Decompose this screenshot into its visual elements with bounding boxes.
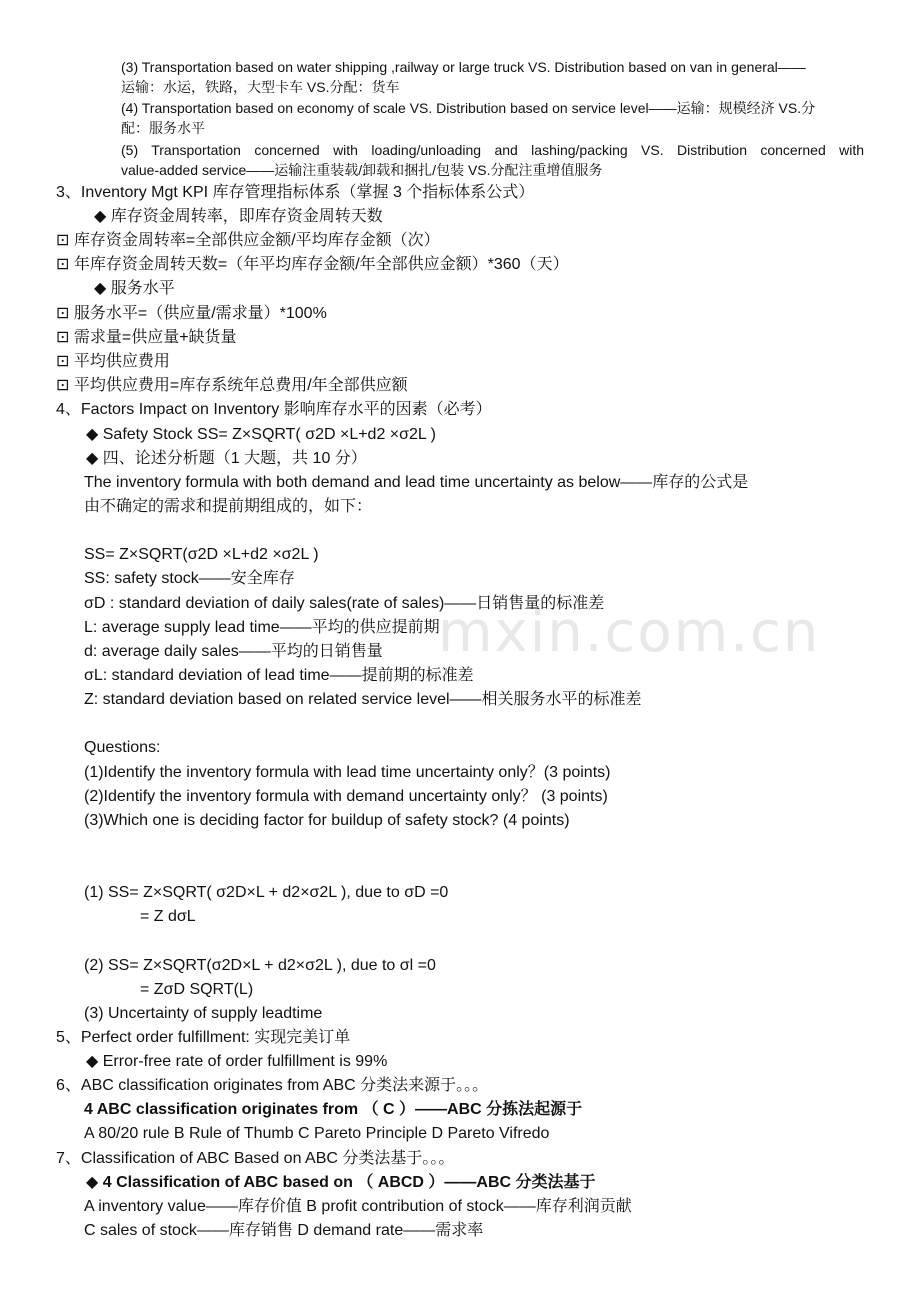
text-line: (3) Transportation based on water shipping ,railway or large truck VS. Distribution based on van in general—— xyxy=(121,59,806,75)
text-line: 4 ABC classification originates from （ C ）——ABC 分拣法起源于 xyxy=(84,1101,583,1118)
text-line: ◆ Error-free rate of order fulfillment is 99% xyxy=(86,1053,388,1070)
text-line: = Z dσL xyxy=(140,908,196,925)
text-line: d: average daily sales——平均的日销售量 xyxy=(84,643,383,660)
text-line: ◆ 服务水平 xyxy=(94,280,175,297)
text-line: 7、Classification of ABC Based on ABC 分类法基于。。。 xyxy=(56,1150,455,1167)
text-line: σL: standard deviation of lead time——提前期的标准差 xyxy=(84,667,474,684)
text-line: ⊡ 需求量=供应量+缺货量 xyxy=(56,329,237,346)
text-line: (4) Transportation based on economy of scale VS. Distribution based on service level——运输：规模经济 VS.分 xyxy=(121,100,816,116)
text-line: ⊡ 平均供应费用=库存系统年总费用/年全部供应额 xyxy=(56,377,408,394)
text-line: (1)Identify the inventory formula with lead time uncertainty only？(3 points) xyxy=(84,764,611,781)
text-line: ◆ 4 Classification of ABC based on （ ABCD ）——ABC 分类法基于 xyxy=(86,1174,596,1191)
text-line: A 80/20 rule B Rule of Thumb C Pareto Principle D Pareto Vifredo xyxy=(84,1125,550,1142)
watermark: mxin.com.cn xyxy=(438,600,821,665)
text-line: A inventory value——库存价值 B profit contribution of stock——库存利润贡献 xyxy=(84,1198,632,1215)
text-line: C sales of stock——库存销售 D demand rate——需求率 xyxy=(84,1222,484,1239)
text-line: σD : standard deviation of daily sales(rate of sales)——日销售量的标准差 xyxy=(84,595,605,612)
text-line: Questions: xyxy=(84,739,161,756)
text-line: SS= Z×SQRT(σ2D ×L+d2 ×σ2L ) xyxy=(84,546,319,563)
text-line: 4、Factors Impact on Inventory 影响库存水平的因素（必考） xyxy=(56,401,492,418)
text-line: (3) Uncertainty of supply leadtime xyxy=(84,1005,323,1022)
text-line: The inventory formula with both demand and lead time uncertainty as below——库存的公式是 xyxy=(84,474,749,491)
text-line: (5) Transportation concerned with loading/unloading and lashing/packing VS. Distribution concerned with xyxy=(121,142,864,158)
text-line: (2) SS= Z×SQRT(σ2D×L + d2×σ2L ), due to σl =0 xyxy=(84,957,436,974)
text-line: ◆ Safety Stock SS= Z×SQRT( σ2D ×L+d2 ×σ2L ) xyxy=(86,426,436,443)
text-line: ⊡ 年库存资金周转天数=（年平均库存金额/年全部供应金额）*360（天） xyxy=(56,256,569,273)
text-line: 3、Inventory Mgt KPI 库存管理指标体系（掌握 3 个指标体系公式） xyxy=(56,184,535,201)
text-line: ⊡ 平均供应费用 xyxy=(56,353,170,370)
text-line: = ZσD SQRT(L) xyxy=(140,981,254,998)
text-line: 5、Perfect order fulfillment: 实现完美订单 xyxy=(56,1029,351,1046)
text-line: SS: safety stock——安全库存 xyxy=(84,570,295,587)
text-line: (3)Which one is deciding factor for buildup of safety stock? (4 points) xyxy=(84,812,570,829)
text-line: ◆ 四、论述分析题（1 大题，共 10 分） xyxy=(86,450,367,467)
text-line: Z: standard deviation based on related service level——相关服务水平的标准差 xyxy=(84,691,642,708)
text-line: value-added service——运输注重装载/卸载和捆扎/包装 VS.分配注重增值服务 xyxy=(121,162,603,178)
text-line: 由不确定的需求和提前期组成的，如下： xyxy=(84,498,373,515)
text-line: (1) SS= Z×SQRT( σ2D×L + d2×σ2L ), due to σD =0 xyxy=(84,884,449,901)
text-line: 配：服务水平 xyxy=(121,120,205,136)
text-line: 运输：水运，铁路，大型卡车 VS.分配：货车 xyxy=(121,79,400,95)
text-line: ◆ 库存资金周转率，即库存资金周转天数 xyxy=(94,208,383,225)
text-line: L: average supply lead time——平均的供应提前期 xyxy=(84,619,440,636)
text-line: ⊡ 库存资金周转率=全部供应金额/平均库存金额（次） xyxy=(56,232,440,249)
text-line: ⊡ 服务水平=（供应量/需求量）*100% xyxy=(56,305,327,322)
text-line: 6、ABC classification originates from ABC 分类法来源于。。。 xyxy=(56,1077,489,1094)
text-line: (2)Identify the inventory formula with demand uncertainty only？ (3 points) xyxy=(84,788,608,805)
